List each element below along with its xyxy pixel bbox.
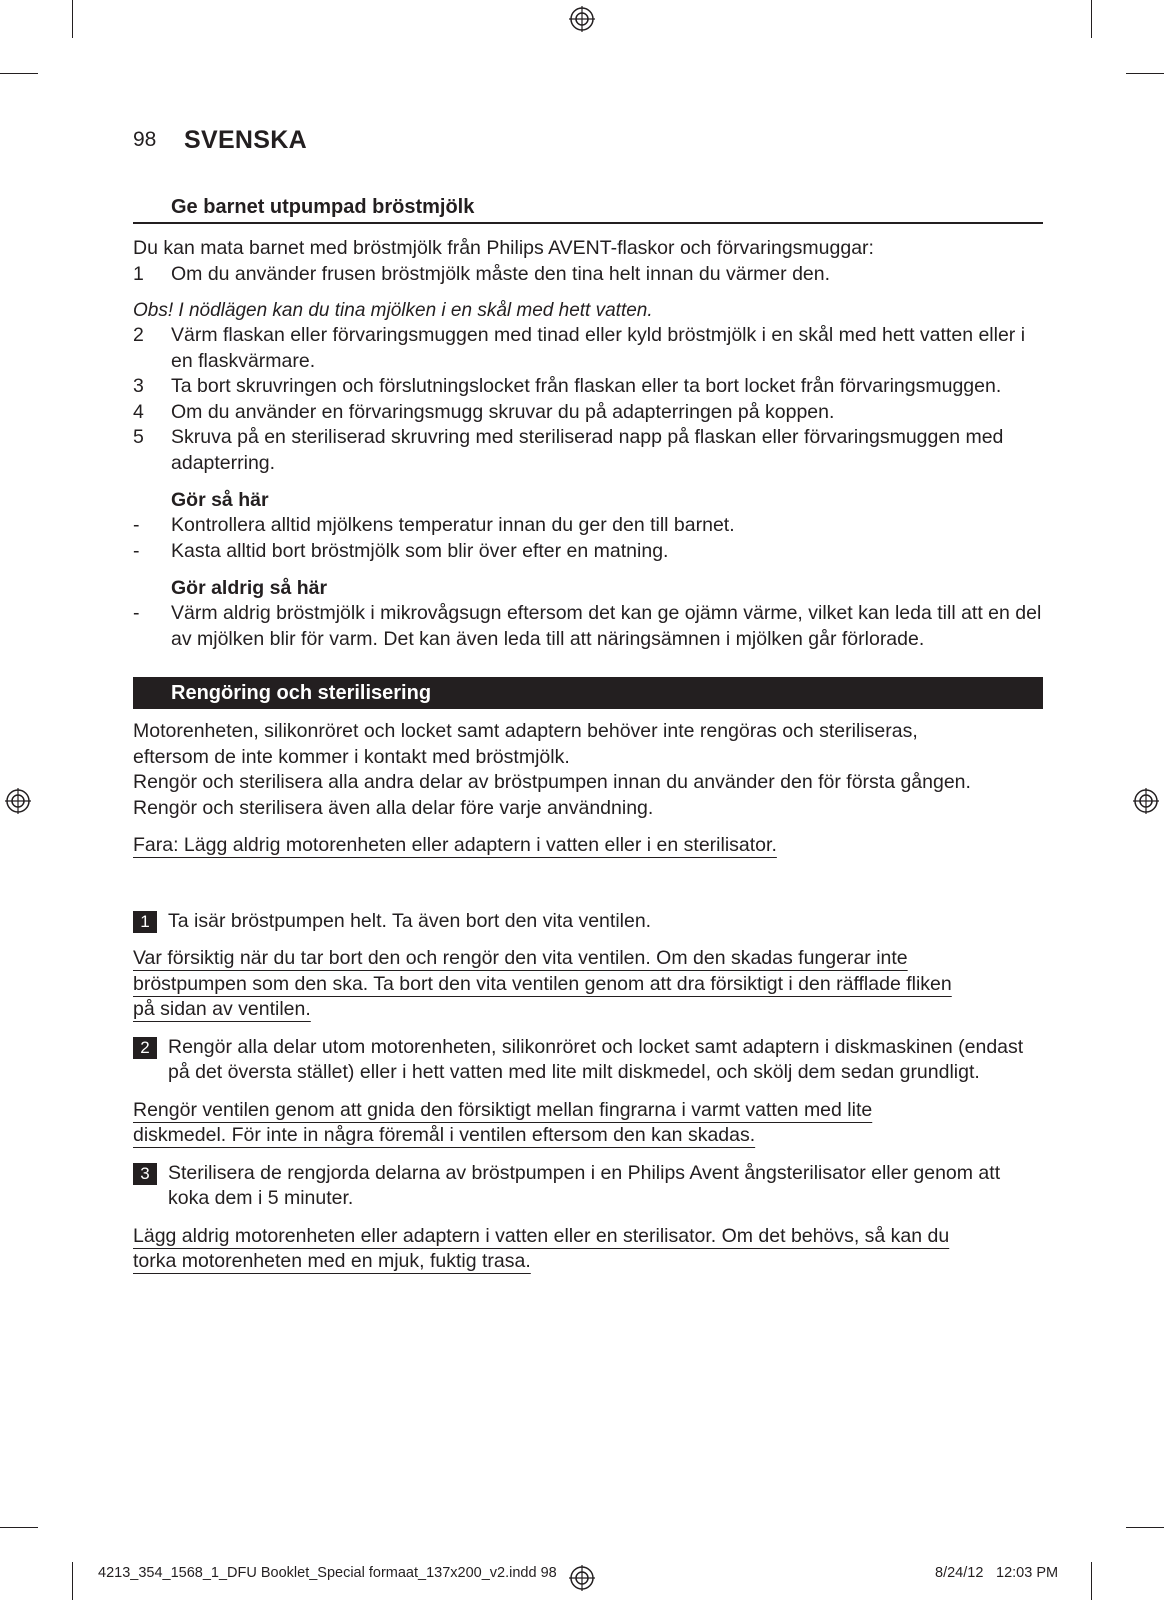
crop-mark (72, 0, 73, 38)
list-item (133, 323, 1043, 374)
crop-mark (1126, 1527, 1164, 1528)
caution-line: torka motorenheten med en mjuk, fuktig trasa. (133, 1250, 531, 1272)
step-number: 2 (133, 324, 144, 346)
item-text: Kasta alltid bort bröstmjölk som blir över efter en matning. (171, 539, 669, 562)
step-text: Sterilisera de rengjorda delarna av bröstpumpen i en Philips Avent ångsterilisator eller genom att koka dem i 5 minuter. (168, 1161, 1001, 1209)
bullet: - (133, 602, 140, 624)
heading-rule (133, 222, 1043, 224)
item-text: Kontrollera alltid mjölkens temperatur innan du ger den till barnet. (171, 514, 735, 536)
step-text: Ta bort skruvringen och förslutningslocket från flaskan eller ta bort locket från förvaringsmuggen. (171, 375, 1002, 397)
registration-mark-icon (569, 6, 595, 32)
paragraph-line: Rengör och sterilisera även alla delar före varje användning. (133, 796, 654, 819)
step-text: Skruva på en steriliserad skruvring med steriliserad napp på flaskan eller förvaringsmuggen med adapterring. (171, 426, 1004, 474)
page-number: 98 (133, 128, 157, 151)
language-title: SVENSKA (184, 126, 307, 154)
step-badge: 2 (133, 1037, 157, 1059)
crop-mark (1091, 1562, 1092, 1600)
caution-line: Lägg aldrig motorenheten eller adaptern i vatten eller en sterilisator. Om det behövs, så kan du (133, 1224, 950, 1247)
registration-mark-icon (5, 788, 31, 814)
list-item (133, 262, 1043, 288)
list-item (133, 539, 1043, 565)
caution-line: bröstpumpen som den ska. Ta bort den vita ventilen genom att dra försiktigt i den räfflade fliken (133, 972, 952, 995)
step-text: Om du använder frusen bröstmjölk måste den tina helt innan du värmer den. (171, 262, 831, 285)
step-item (133, 909, 1043, 935)
caution-line: Var försiktig när du tar bort den och rengör den vita ventilen. Om den skadas fungerar inte (133, 947, 908, 969)
warning-text: Fara: Lägg aldrig motorenheten eller adaptern i vatten eller i en sterilisator. (133, 834, 777, 856)
list-item (133, 513, 1043, 539)
crop-mark (1091, 0, 1092, 38)
bullet: - (133, 539, 140, 562)
footer-time: 12:03 PM (996, 1565, 1059, 1581)
paragraph-line: eftersom de inte kommer i kontakt med bröstmjölk. (133, 745, 570, 768)
paragraph-line: Motorenheten, silikonröret och locket samt adaptern behöver inte rengöras och steriliseras, (133, 720, 918, 742)
list-item (133, 425, 1043, 476)
danger-warning (133, 833, 1043, 859)
registration-mark-icon (569, 1565, 595, 1591)
step-badge: 3 (133, 1163, 157, 1185)
step-item (133, 1161, 1043, 1212)
list-item (133, 374, 1043, 400)
list-item (133, 601, 1043, 652)
registration-mark-icon (1133, 788, 1159, 814)
section-heading: Ge barnet utpumpad bröstmjölk (171, 196, 475, 218)
dont-heading: Gör aldrig så här (171, 577, 328, 599)
step-text: Värm flaskan eller förvaringsmuggen med tinad eller kyld bröstmjölk i en skål med hett vatten eller i en flaskvärmare. (171, 324, 1026, 372)
step-text: Rengör alla delar utom motorenheten, silikonröret och locket samt adaptern i diskmaskinen (endast på det översta stället) eller i hett vatten med lite milt diskmedel, och skölj dem sedan grundligt. (168, 1035, 1024, 1083)
bullet: - (133, 514, 140, 536)
crop-mark (0, 1527, 38, 1528)
caution-block (133, 946, 1043, 1023)
step-number: 1 (133, 262, 144, 285)
caution-line: Rengör ventilen genom att gnida den försiktigt mellan fingrarna i varmt vatten med lite (133, 1098, 873, 1121)
crop-mark (0, 73, 38, 74)
item-text: Värm aldrig bröstmjölk i mikrovågsugn eftersom det kan ge ojämn värme, vilket kan leda till att en del av mjölken blir för varm. Det kan även leda till att näringsämnen i mjölken går förlorade. (171, 602, 1042, 650)
section-banner: Rengöring och sterilisering (133, 677, 1043, 709)
footer-date: 8/24/12 (935, 1565, 984, 1581)
list-item (133, 400, 1043, 426)
step-number: 4 (133, 400, 144, 423)
step-badge: 1 (133, 911, 157, 933)
step-item (133, 1035, 1043, 1086)
step-text: Ta isär bröstpumpen helt. Ta även bort den vita ventilen. (168, 909, 652, 932)
step-number: 3 (133, 375, 144, 397)
step-number: 5 (133, 426, 144, 448)
caution-line: på sidan av ventilen. (133, 998, 311, 1020)
section-feeding (133, 194, 1043, 652)
paragraph-line: Rengör och sterilisera alla andra delar av bröstpumpen innan du använder den för första gången. (133, 771, 971, 793)
footer-filename: 4213_354_1568_1_DFU Booklet_Special formaat_137x200_v2.indd 98 (98, 1565, 557, 1581)
caution-block (133, 1098, 1043, 1149)
crop-mark (72, 1562, 73, 1600)
caution-block (133, 1224, 1043, 1275)
do-heading: Gör så här (171, 489, 269, 511)
note-text: Obs! I nödlägen kan du tina mjölken i en skål med hett vatten. (133, 300, 653, 321)
caution-line: diskmedel. För inte in några föremål i ventilen eftersom den kan skadas. (133, 1124, 756, 1146)
intro-text: Du kan mata barnet med bröstmjölk från Philips AVENT-flaskor och förvaringsmuggar: (133, 237, 874, 259)
step-text: Om du använder en förvaringsmugg skruvar du på adapterringen på koppen. (171, 400, 835, 423)
crop-mark (1126, 73, 1164, 74)
section-cleaning (133, 677, 1043, 1275)
